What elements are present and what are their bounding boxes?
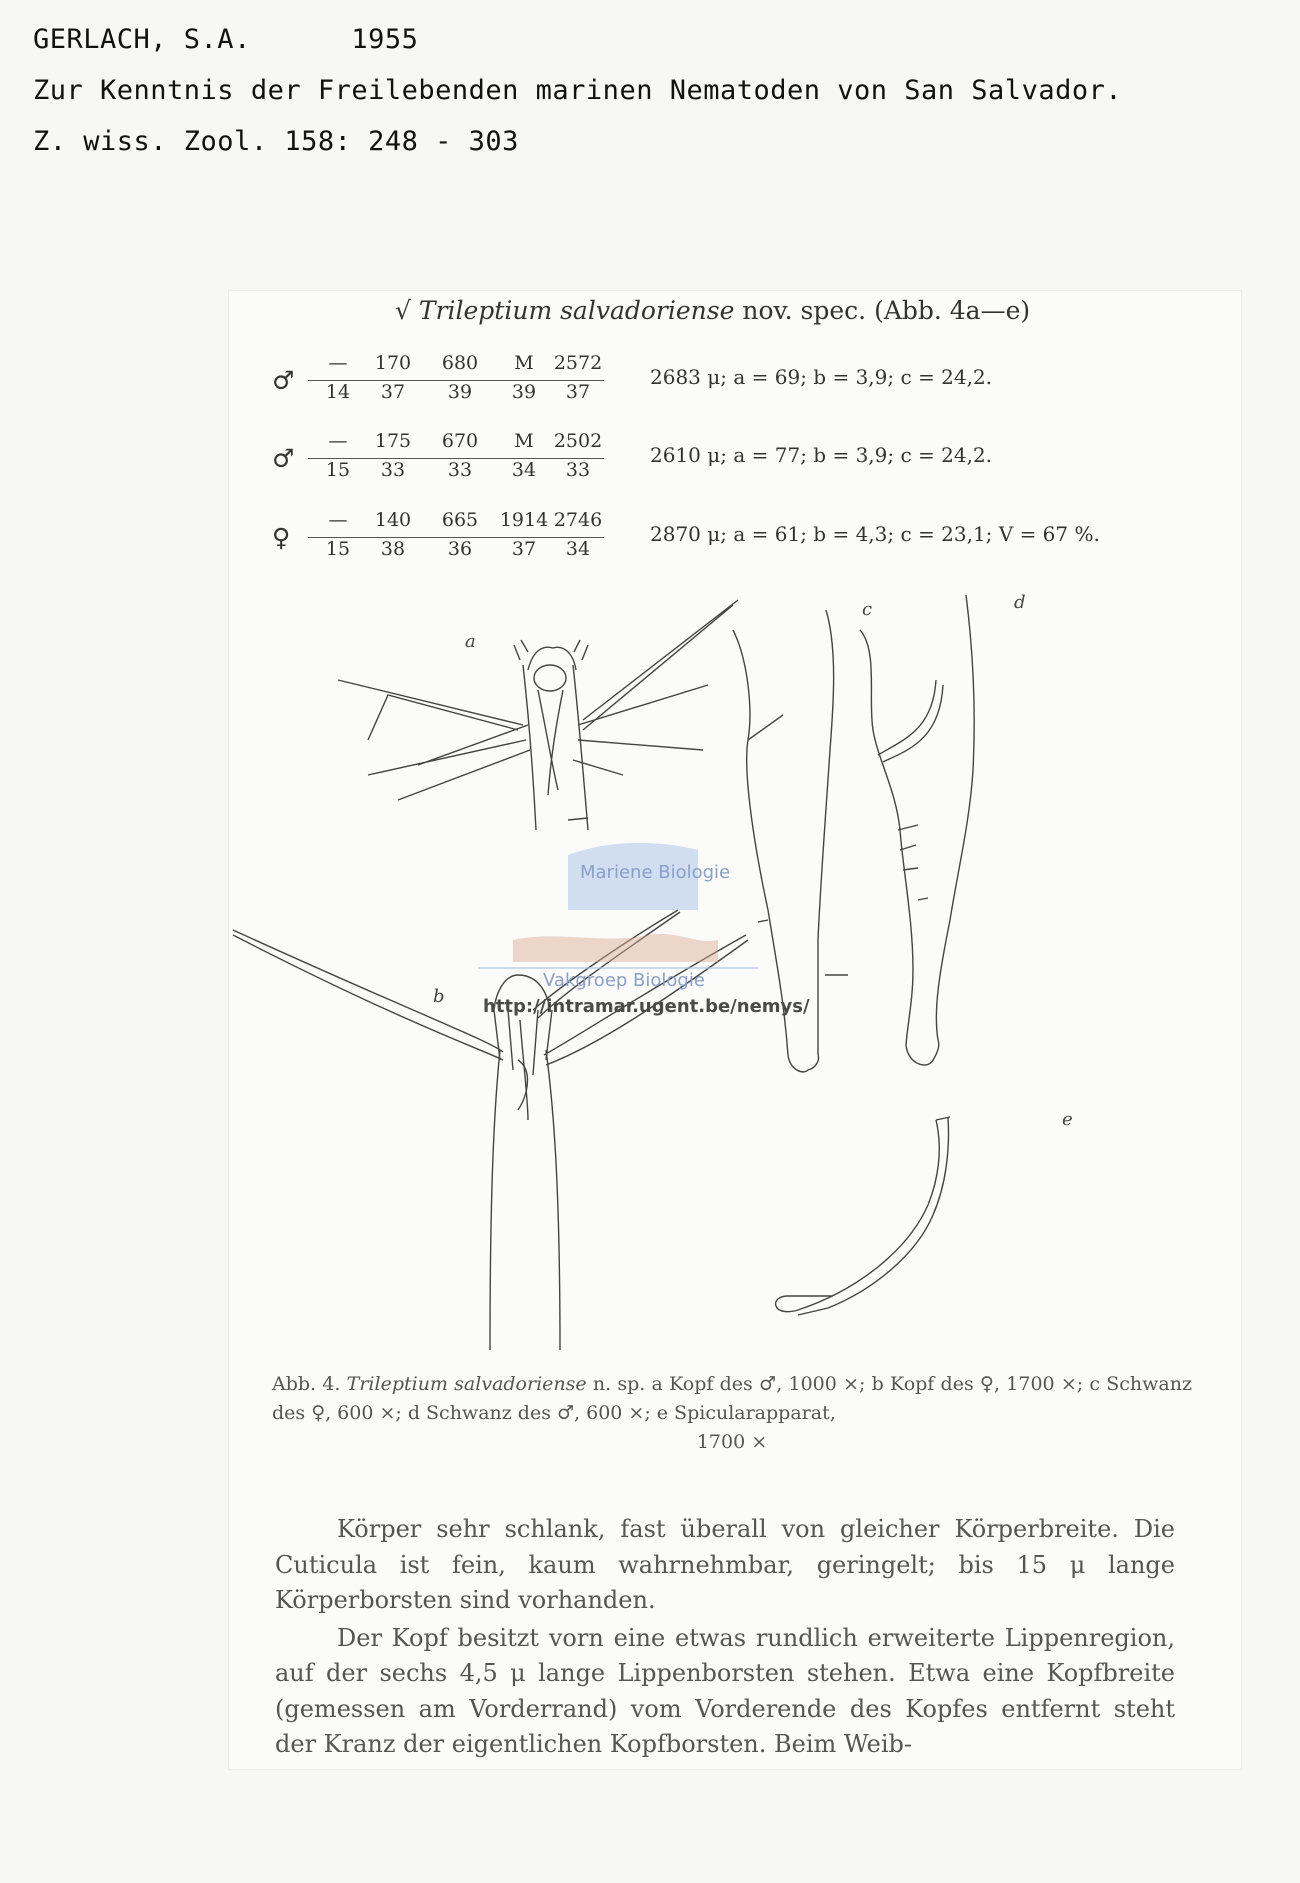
cell: 175 xyxy=(374,430,412,452)
cell: M xyxy=(514,352,534,374)
cell: 140 xyxy=(374,509,412,531)
cell: — xyxy=(328,352,348,374)
body-text xyxy=(275,1512,1175,1763)
cell: 33 xyxy=(565,459,591,481)
caption-main xyxy=(272,1370,1192,1428)
formula-result: 2683 μ; a = 69; b = 3,9; c = 24,2. xyxy=(650,365,993,389)
caption-species: Trileptium salvadoriense xyxy=(346,1373,587,1395)
cell: 34 xyxy=(565,538,591,560)
cell: — xyxy=(328,509,348,531)
paragraph-2: Der Kopf besitzt vorn eine etwas rundlich erweiterte Lippenregion, auf der sechs 4,5 μ lange Lippenborsten stehen. Etwa eine Kopfbreite (gemessen am Vorderrand) vom Vorderende des Kopfes entfernt steht der Kranz der eigentlichen Kopfborsten. Beim Weib- xyxy=(275,1623,1175,1758)
figure-label-e: e xyxy=(1062,1109,1073,1130)
formula-fraction xyxy=(308,509,1100,566)
cell: 33 xyxy=(447,459,473,481)
cell: 34 xyxy=(511,459,537,481)
drawing-d xyxy=(860,595,974,1065)
header-citation: Z. wiss. Zool. 158: 248 - 303 xyxy=(33,126,519,157)
source-url[interactable]: http://intramar.ugent.be/nemys/ xyxy=(483,996,810,1017)
cell: 1914 xyxy=(499,509,549,531)
cell: 37 xyxy=(565,381,591,403)
species-title-rest: nov. spec. (Abb. 4a—e) xyxy=(742,296,1031,325)
header-year: 1955 xyxy=(351,24,419,55)
formula-result: 2610 μ; a = 77; b = 3,9; c = 24,2. xyxy=(650,443,993,467)
cell: 14 xyxy=(325,381,351,403)
cell: 39 xyxy=(511,381,537,403)
cell: 170 xyxy=(374,352,412,374)
species-title xyxy=(395,296,1030,325)
cell: 670 xyxy=(441,430,479,452)
cell: 39 xyxy=(447,381,473,403)
species-name: Trileptium salvadoriense xyxy=(418,296,735,325)
figure-caption xyxy=(272,1370,1192,1457)
cell: 680 xyxy=(441,352,479,374)
drawing-a xyxy=(338,600,738,830)
caption-last-line: 1700 × xyxy=(696,1431,768,1453)
figure-drawings xyxy=(228,590,1240,1350)
cell: 38 xyxy=(380,538,406,560)
cell: M xyxy=(514,430,534,452)
sex-symbol: ♂ xyxy=(272,366,295,395)
cell: — xyxy=(328,430,348,452)
cell: 37 xyxy=(511,538,537,560)
cell: 15 xyxy=(325,459,351,481)
sex-symbol: ♂ xyxy=(272,444,295,473)
figure-label-a: a xyxy=(465,631,476,652)
cell: 665 xyxy=(441,509,479,531)
cell: 2572 xyxy=(553,352,603,374)
cell: 33 xyxy=(380,459,406,481)
header-author-line xyxy=(33,14,1122,65)
formula-fraction xyxy=(308,430,993,487)
header-author: GERLACH, S.A. xyxy=(33,24,251,55)
cell: 2502 xyxy=(553,430,603,452)
cell: 2746 xyxy=(553,509,603,531)
watermark-top-text: Mariene Biologie xyxy=(580,862,731,883)
sex-symbol: ♀ xyxy=(272,523,291,552)
caption-rest: n. sp. a Kopf des ♂, 1000 ×; b Kopf des ♀, 1700 ×; c Schwanz des ♀, 600 ×; d Schwanz des ♂, 600 ×; e Spicularapparat, xyxy=(272,1373,1192,1424)
formula-fraction xyxy=(308,352,993,409)
cell: 36 xyxy=(447,538,473,560)
figure-label-b: b xyxy=(433,986,445,1007)
paragraph-1: Körper sehr schlank, fast überall von gleicher Körperbreite. Die Cuticula ist fein, kaum wahrnehmbar, geringelt; bis 15 μ lange Körperborsten sind vorhanden. xyxy=(275,1515,1175,1614)
caption-prefix: Abb. 4. xyxy=(272,1373,341,1395)
cell: 15 xyxy=(325,538,351,560)
watermark-bottom-text: Vakgroep Biologie xyxy=(543,970,705,991)
check-mark: √ xyxy=(395,296,411,325)
figure-label-c: c xyxy=(862,599,873,620)
header-title: Zur Kenntnis der Freilebenden marinen Nematoden von San Salvador. xyxy=(33,75,1123,106)
formula-result: 2870 μ; a = 61; b = 4,3; c = 23,1; V = 67 %. xyxy=(650,522,1100,546)
cell: 37 xyxy=(380,381,406,403)
reference-header xyxy=(33,14,1122,167)
drawing-e xyxy=(776,1117,950,1315)
figure-label-d: d xyxy=(1014,592,1026,613)
